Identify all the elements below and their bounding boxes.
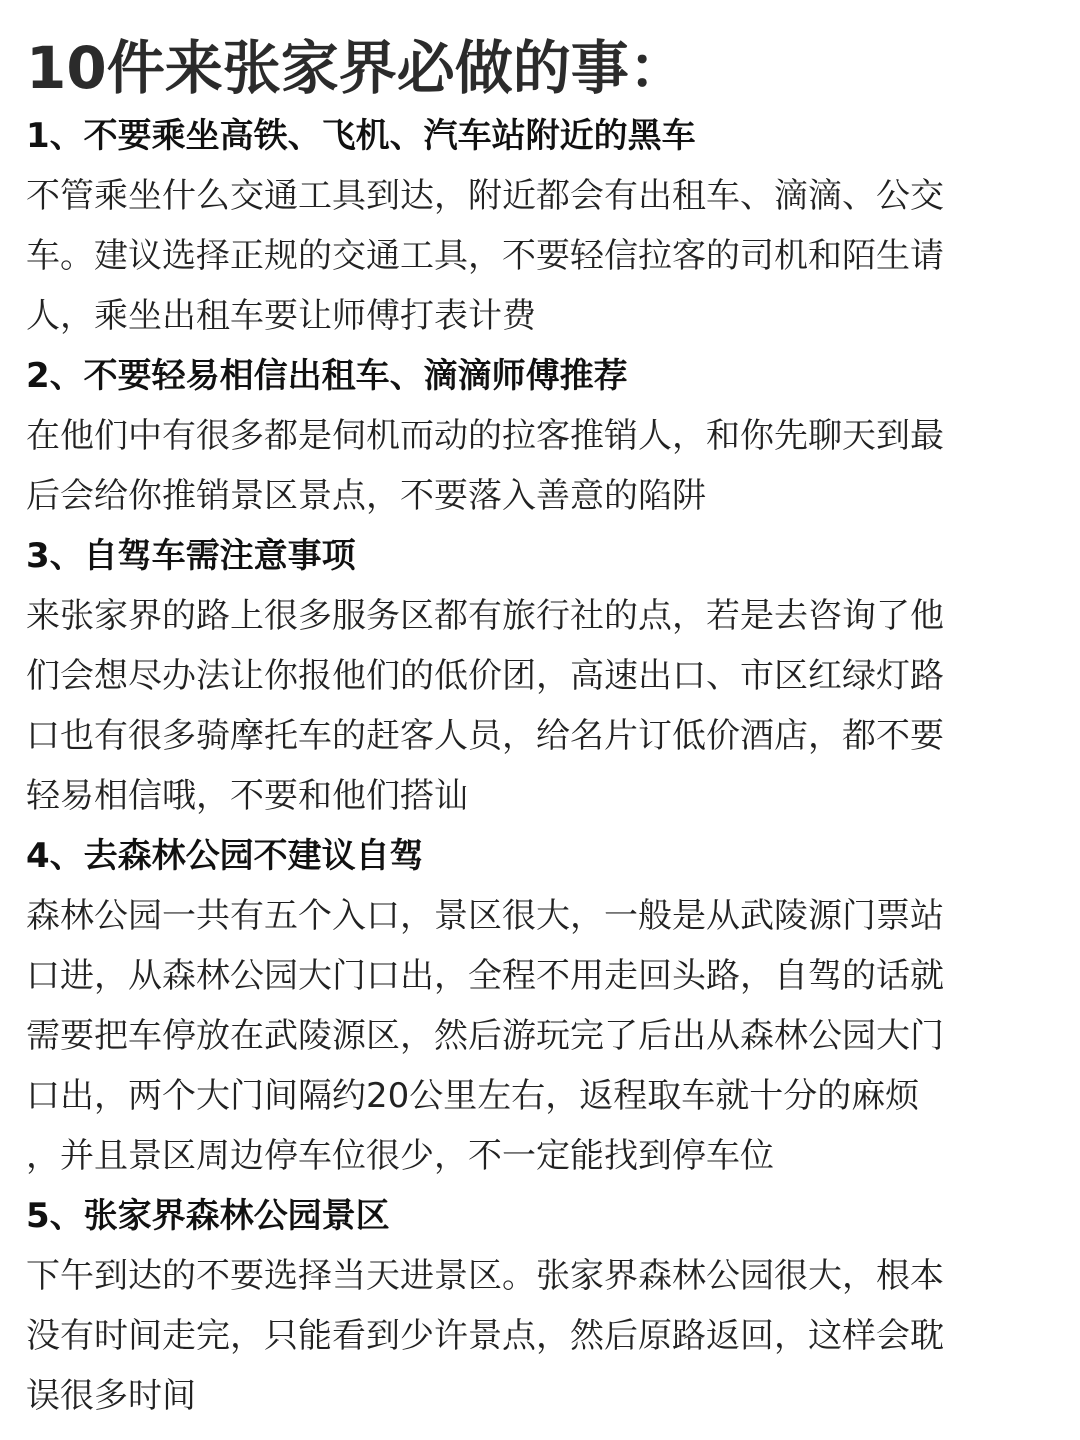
section-body — [26, 1246, 1056, 1426]
body-line: 们会想尽办法让你报他们的低价团，高速出口、市区红绿灯路 — [26, 656, 944, 696]
body-line: 后会给你推销景区景点，不要落入善意的陷阱 — [26, 476, 706, 516]
body-line: 人，乘坐出租车要让师傅打表计费 — [26, 296, 536, 336]
section-body — [26, 166, 1056, 346]
section-heading: 2、不要轻易相信出租车、滴滴师傅推荐 — [26, 356, 628, 396]
body-line: 口出，两个大门间隔约20公里左右，返程取车就十分的麻烦 — [26, 1076, 920, 1116]
section-heading: 1、不要乘坐高铁、飞机、汽车站附近的黑车 — [26, 116, 696, 156]
section-2 — [26, 346, 1056, 526]
body-line: 车。建议选择正规的交通工具，不要轻信拉客的司机和陌生请 — [26, 236, 944, 276]
body-line: 森林公园一共有五个入口，景区很大，一般是从武陵源门票站 — [26, 896, 944, 936]
section-heading: 5、张家界森林公园景区 — [26, 1196, 390, 1236]
body-line: 没有时间走完，只能看到少许景点，然后原路返回，这样会耽 — [26, 1316, 944, 1356]
page-title: 10件来张家界必做的事： — [26, 34, 687, 102]
section-5 — [26, 1186, 1056, 1426]
section-heading: 4、去森林公园不建议自驾 — [26, 836, 424, 876]
section-3 — [26, 526, 1056, 826]
section-1 — [26, 106, 1056, 346]
section-body — [26, 406, 1056, 526]
body-line: 需要把车停放在武陵源区，然后游玩完了后出从森林公园大门 — [26, 1016, 944, 1056]
body-line: 不管乘坐什么交通工具到达，附近都会有出租车、滴滴、公交 — [26, 176, 944, 216]
body-line: 口进，从森林公园大门口出，全程不用走回头路，自驾的话就 — [26, 956, 944, 996]
body-line: 在他们中有很多都是伺机而动的拉客推销人，和你先聊天到最 — [26, 416, 944, 456]
body-line: ，并且景区周边停车位很少，不一定能找到停车位 — [26, 1136, 774, 1176]
section-4 — [26, 826, 1056, 1186]
section-body — [26, 586, 1056, 826]
body-line: 口也有很多骑摩托车的赶客人员，给名片订低价酒店，都不要 — [26, 716, 944, 756]
section-body — [26, 886, 1056, 1186]
body-line: 来张家界的路上很多服务区都有旅行社的点，若是去咨询了他 — [26, 596, 944, 636]
body-line: 误很多时间 — [26, 1376, 196, 1416]
body-line: 下午到达的不要选择当天进景区。张家界森林公园很大，根本 — [26, 1256, 944, 1296]
body-line: 轻易相信哦，不要和他们搭讪 — [26, 776, 468, 816]
section-heading: 3、自驾车需注意事项 — [26, 536, 356, 576]
